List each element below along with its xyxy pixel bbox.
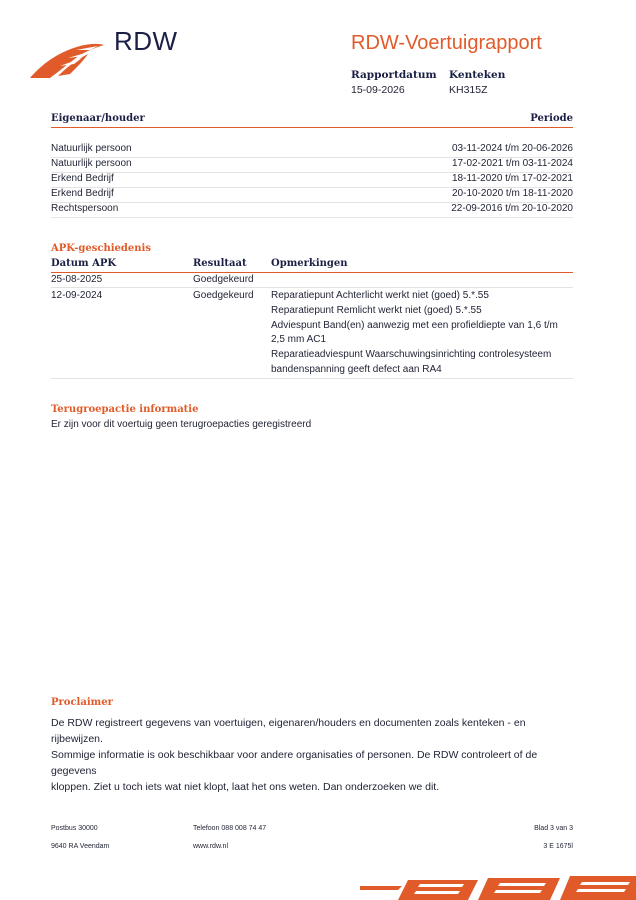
kenteken-label: Kenteken: [449, 69, 506, 81]
apk-remark: Reparatiepunt Achterlicht werkt niet (goed) 5.*.55: [271, 290, 489, 301]
apk-col-date: Datum APK: [51, 258, 117, 269]
footer-code: 3 E 1675l: [543, 843, 573, 850]
owner-type: Natuurlijk persoon: [51, 143, 132, 154]
footer-city: 9640 RA Veendam: [51, 843, 110, 850]
apk-remark: Adviespunt Band(en) aanwezig met een profieldiepte van 1,6 t/m: [271, 320, 558, 331]
footer-postbus: Postbus 30000: [51, 825, 98, 832]
apk-title: APK-geschiedenis: [51, 243, 151, 254]
row-divider: [51, 378, 573, 379]
recall-text: Er zijn voor dit voertuig geen terugroepacties geregistreerd: [51, 419, 312, 430]
apk-date: 12-09-2024: [51, 290, 103, 301]
proclaimer-text: [51, 715, 573, 795]
owner-type: Erkend Bedrijf: [51, 173, 114, 184]
apk-col-remarks: Opmerkingen: [271, 258, 348, 269]
proclaimer-line: De RDW registreert gegevens van voertuigen, eigenaren/houders en documenten zoals kenteken - en rijbewijzen.: [51, 717, 526, 745]
rapportdatum-value: 15-09-2026: [351, 84, 405, 96]
owner-period: 22-09-2016 t/m 20-10-2020: [451, 203, 573, 214]
apk-result: Goedgekeurd: [193, 290, 254, 301]
proclaimer-title: Proclaimer: [51, 697, 113, 708]
kenteken-value: KH315Z: [449, 84, 488, 96]
apk-col-result: Resultaat: [193, 258, 247, 269]
apk-result: Goedgekeurd: [193, 274, 254, 285]
report-title: RDW-Voertuigrapport: [351, 32, 542, 54]
apk-remark: bandenspanning geeft defect aan RA4: [271, 364, 442, 375]
owner-period: 03-11-2024 t/m 20-06-2026: [451, 143, 573, 154]
apk-date: 25-08-2025: [51, 274, 103, 285]
recall-title: Terugroepactie informatie: [51, 404, 199, 415]
apk-divider: [51, 272, 573, 273]
owner-period: 17-02-2021 t/m 03-11-2024: [451, 158, 573, 169]
footer-phone: Telefoon 088 008 74 47: [193, 825, 267, 832]
apk-remark: Reparatiepunt Remlicht werkt niet (goed) 5.*.55: [271, 305, 482, 316]
row-divider: [51, 217, 573, 218]
footer-page: Blad 3 van 3: [534, 825, 573, 832]
row-divider: [51, 287, 573, 288]
owner-type: Erkend Bedrijf: [51, 188, 114, 199]
owners-header-left: Eigenaar/houder: [51, 113, 145, 124]
owner-type: Rechtspersoon: [51, 203, 119, 214]
proclaimer-line: Sommige informatie is ook beschikbaar voor andere organisaties of personen. De RDW controleert of de gegevens: [51, 749, 538, 777]
owner-period: 20-10-2020 t/m 18-11-2020: [451, 188, 573, 199]
apk-remark: Reparatieadviespunt Waarschuwingsinrichting controlesysteem: [271, 349, 552, 360]
apk-remark: 2,5 mm AC1: [271, 334, 327, 345]
owner-period: 18-11-2020 t/m 17-02-2021: [451, 173, 573, 184]
decorative-stripes-icon: [360, 872, 636, 900]
footer-web[interactable]: www.rdw.nl: [193, 843, 229, 850]
proclaimer-line: kloppen. Ziet u toch iets wat niet klopt, laat het ons weten. Dan onderzoeken we dit.: [51, 781, 440, 793]
owners-divider: [51, 127, 573, 128]
logo-text: RDW: [114, 26, 178, 56]
rapportdatum-label: Rapportdatum: [351, 69, 437, 81]
owners-header-right: Periode: [530, 113, 573, 124]
owner-type: Natuurlijk persoon: [51, 158, 132, 169]
rdw-logo-icon: [28, 38, 106, 82]
